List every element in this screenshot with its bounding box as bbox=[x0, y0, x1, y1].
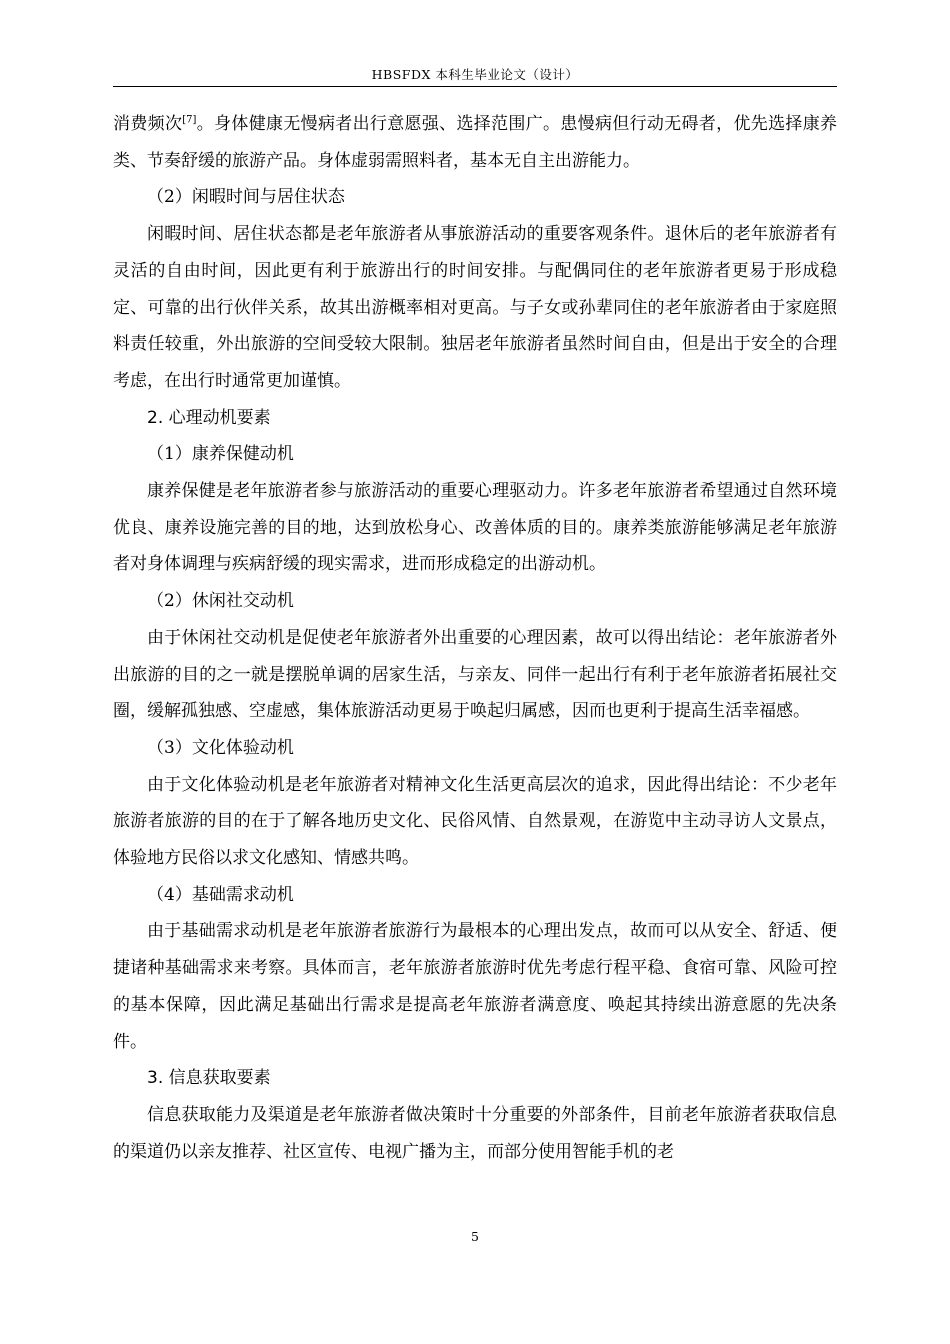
subheading-culture-motivation: （3）文化体验动机 bbox=[147, 737, 294, 758]
subheading-basic-needs-motivation: （4）基础需求动机 bbox=[147, 884, 294, 905]
paragraph: 由于基础需求动机是老年旅游者旅游行为最根本的心理出发点，故而可以从安全、舒适、便捷诸种基础需求来考察。具体而言，老年旅游者旅游时优先考虑行程平稳、食宿可靠、风险可控的基本保障，因此满足基础出行需求是提高老年旅游者满意度、唤起其持续出游意愿的先决条件。 bbox=[113, 921, 837, 1052]
body-text bbox=[113, 106, 837, 1170]
paragraph: 信息获取能力及渠道是老年旅游者做决策时十分重要的外部条件，目前老年旅游者获取信息的渠道仍以亲友推荐、社区宣传、电视广播为主，而部分使用智能手机的老 bbox=[113, 1104, 837, 1162]
section-heading-psychological-motivation: 2. 心理动机要素 bbox=[147, 407, 271, 428]
page-number: 5 bbox=[471, 1229, 479, 1244]
subheading-social-motivation: （2）休闲社交动机 bbox=[147, 591, 294, 612]
subheading-health-motivation: （1）康养保健动机 bbox=[147, 444, 294, 465]
paragraph-continued: 消费频次[7]。身体健康无慢病者出行意愿强、选择范围广。患慢病但行动无碍者，优先选择康养类、节奏舒缓的旅游产品。身体虚弱需照料者，基本无自主出游能力。 bbox=[113, 114, 838, 171]
header-rule bbox=[113, 86, 837, 87]
paragraph: 康养保健是老年旅游者参与旅游活动的重要心理驱动力。许多老年旅游者希望通过自然环境优良、康养设施完善的目的地，达到放松身心、改善体质的目的。康养类旅游能够满足老年旅游者对身体调理与疾病舒缓的现实需求，进而形成稳定的出游动机。 bbox=[113, 481, 837, 575]
paragraph: 闲暇时间、居住状态都是老年旅游者从事旅游活动的重要客观条件。退休后的老年旅游者有灵活的自由时间，因此更有利于旅游出行的时间安排。与配偶同住的老年旅游者更易于形成稳定、可靠的出行伙伴关系，故其出游概率相对更高。与子女或孙辈同住的老年旅游者由于家庭照料责任较重，外出旅游的空间受较大限制。独居老年旅游者虽然时间自由，但是出于安全的合理考虑，在出行时通常更加谨慎。 bbox=[113, 224, 837, 391]
section-heading-information-acquisition: 3. 信息获取要素 bbox=[147, 1068, 271, 1089]
page-header: HBSFDX 本科生毕业论文（设计） bbox=[371, 67, 579, 82]
paragraph: 由于休闲社交动机是促使老年旅游者外出重要的心理因素，故可以得出结论：老年旅游者外出旅游的目的之一就是摆脱单调的居家生活，与亲友、同伴一起出行有利于老年旅游者拓展社交圈，缓解孤独感、空虚感，集体旅游活动更易于唤起归属感，因而也更利于提高生活幸福感。 bbox=[113, 627, 837, 722]
subheading-leisure-time: （2）闲暇时间与居住状态 bbox=[147, 187, 345, 208]
citation-ref[interactable]: [7] bbox=[182, 114, 197, 126]
paragraph: 由于文化体验动机是老年旅游者对精神文化生活更高层次的追求，因此得出结论：不少老年旅游者旅游的目的在于了解各地历史文化、民俗风情、自然景观，在游览中主动寻访人文景点，体验地方民俗以求文化感知、情感共鸣。 bbox=[113, 774, 837, 869]
